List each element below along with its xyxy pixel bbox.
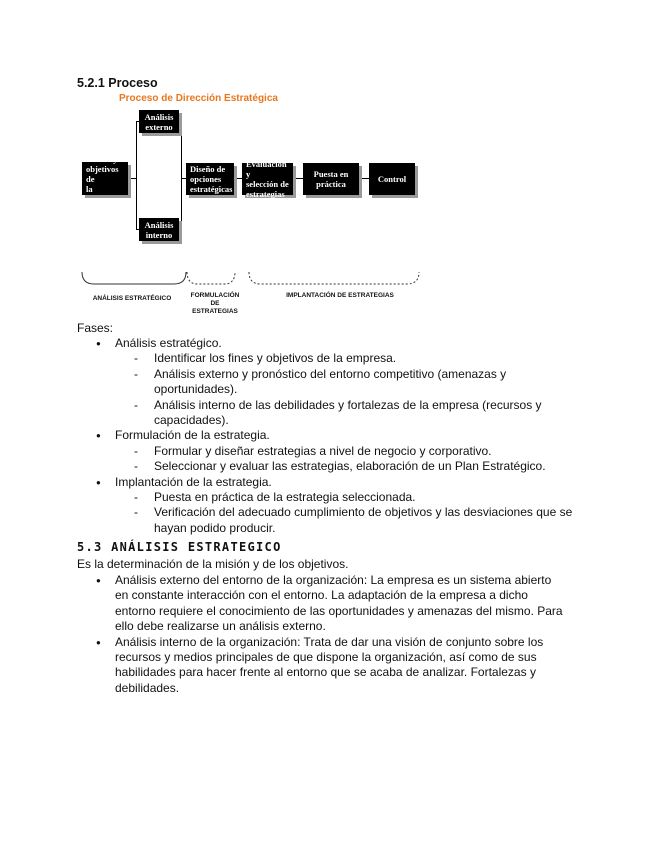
- analisis-intro: Es la determinación de la misión y de los objetivos.: [77, 557, 349, 571]
- list-item: - Seleccionar y evaluar las estrategias, elaboración de un Plan Estratégico.: [77, 459, 577, 474]
- connector: [234, 178, 242, 179]
- box-diseno-opciones: Diseño de opciones estratégicas: [186, 163, 234, 195]
- list-item: ● Análisis externo del entorno de la organización: La empresa es un sistema abierto en constante interacción con el entorno. La adaptación de la empresa a dicho entorno requiere el conocimiento de las oportunidades y amenazas del mismo. Para ello debe realizarse un análisis externo.: [77, 573, 567, 635]
- box-control: Control: [369, 163, 415, 195]
- list-item: - Puesta en práctica de la estrategia seleccionada.: [77, 490, 577, 505]
- analisis-heading: 5.3 ANÁLISIS ESTRATEGICO: [77, 540, 282, 554]
- analisis-list: [77, 573, 567, 696]
- list-item: - Análisis externo y pronóstico del entorno competitivo (amenazas y oportunidades).: [77, 367, 577, 398]
- brace-analisis: [80, 270, 188, 288]
- box-evaluacion: Evaluación y selección de estrategias: [242, 163, 293, 195]
- brace-formulacion: [185, 270, 237, 288]
- list-item: - Análisis interno de las debilidades y fortalezas de la empresa (recursos y capacidades).: [77, 398, 577, 429]
- phase-label-implantacion: IMPLANTACIÓN DE ESTRATEGIAS: [286, 292, 394, 299]
- connector: [181, 121, 182, 230]
- brace-implantacion: [247, 270, 421, 288]
- phase-label-formulacion: FORMULACIÓN DE ESTRATEGIAS: [190, 292, 240, 315]
- section-heading: 5.2.1 Proceso: [77, 76, 158, 90]
- list-item: ● Implantación de la estrategia.: [77, 475, 577, 490]
- list-item: ● Análisis interno de la organización: Trata de dar una visión de conjunto sobre los recursos y medios principales de que dispone la organización, así como de sus habilidades para hacer frente al entorno que se acaba de analizar. Fortalezas y debilidades.: [77, 635, 567, 697]
- connector: [293, 178, 303, 179]
- fases-list: [77, 336, 577, 536]
- list-item: - Formular y diseñar estrategias a nivel de negocio y corporativo.: [77, 444, 577, 459]
- list-item: ● Análisis estratégico.: [77, 336, 577, 351]
- box-puesta-practica: Puesta en práctica: [303, 163, 359, 195]
- list-item: - Identificar los fines y objetivos de la empresa.: [77, 351, 577, 366]
- fases-label: Fases:: [77, 321, 114, 335]
- box-analisis-interno: Análisis interno: [139, 218, 179, 241]
- list-item: ● Formulación de la estrategia.: [77, 428, 577, 443]
- box-mision: Misión y objetivos de la empresa: [82, 162, 128, 195]
- connector: [136, 121, 137, 230]
- connector: [359, 178, 369, 179]
- list-item: - Verificación del adecuado cumplimiento de objetivos y las desviaciones que se hayan podido producir.: [77, 505, 577, 536]
- phase-label-analisis: ANÁLISIS ESTRATÉGICO: [92, 295, 172, 302]
- box-analisis-externo: Análisis externo: [139, 110, 179, 133]
- diagram-title: Proceso de Dirección Estratégica: [119, 93, 278, 104]
